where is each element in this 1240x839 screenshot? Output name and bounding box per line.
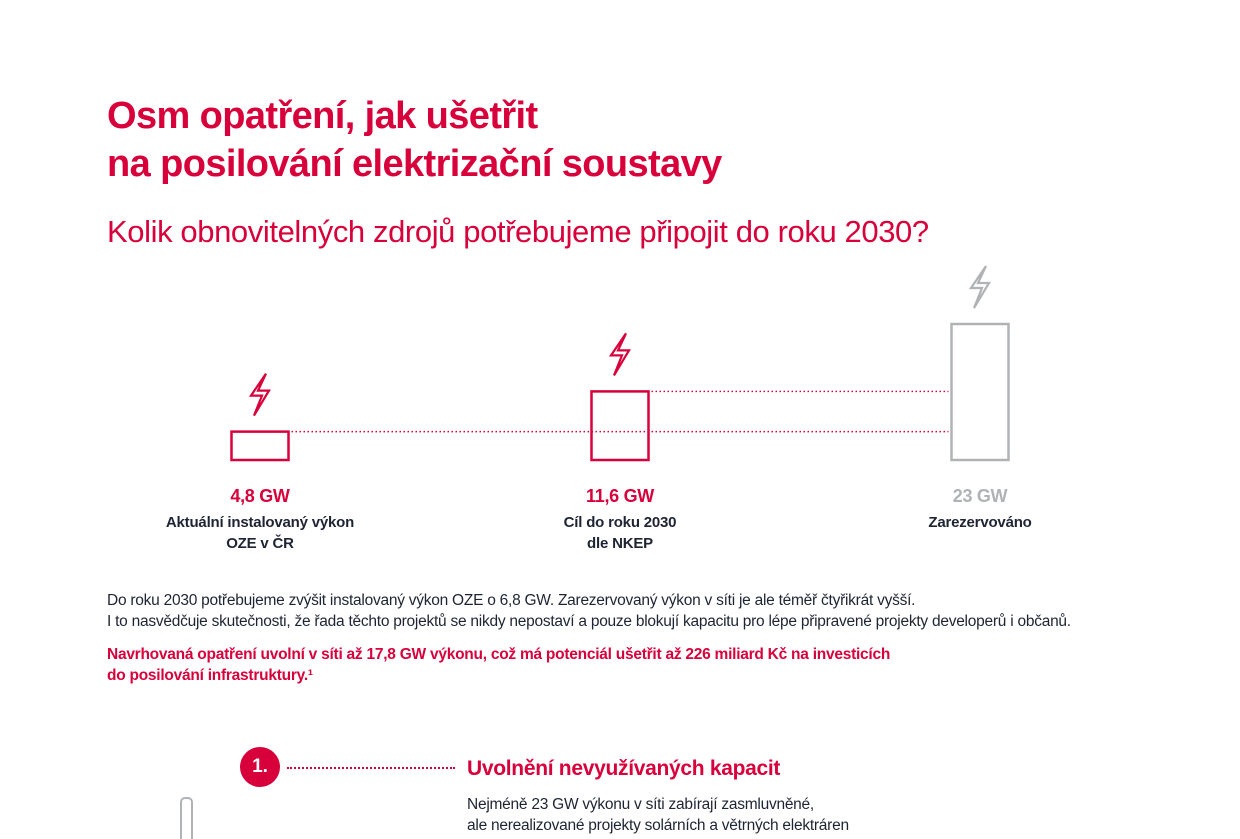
bar-reserved <box>952 324 1009 460</box>
lightning-icon <box>971 266 989 308</box>
highlight-line-1: Navrhovaná opatření uvolní v síti až 17,8 GW výkonu, což má potenciál ušetřit až 226 miliard Kč na investicích <box>107 646 891 663</box>
lightning-icon <box>611 333 629 375</box>
stat-current <box>130 484 390 554</box>
title-line-1: Osm opatření, jak ušetřit <box>107 95 538 137</box>
explanation-paragraph <box>107 590 1071 632</box>
chart-icons <box>251 266 989 416</box>
stat-label-reserved-line-1: Zarezervováno <box>928 514 1032 531</box>
stat-label-current-line-2: OZE v ČR <box>226 535 294 552</box>
measure-connector <box>287 767 455 769</box>
title-line-2: na posilování elektrizační soustavy <box>107 143 722 185</box>
stat-value-reserved: 23 GW <box>952 486 1008 506</box>
page-title <box>107 92 722 188</box>
capacity-chart <box>0 250 1240 470</box>
measure-text-line-1: Nejméně 23 GW výkonu v síti zabírají zasmluvněné, <box>467 796 814 813</box>
stat-reserved <box>850 484 1110 533</box>
stat-value-current: 4,8 GW <box>230 486 290 506</box>
stat-label-target-line-1: Cíl do roku 2030 <box>563 514 677 531</box>
decorative-outline-shape <box>180 797 193 839</box>
stat-label-current <box>130 512 390 554</box>
highlight-paragraph <box>107 644 890 686</box>
stat-label-target <box>490 512 750 554</box>
measure-title: Uvolnění nevyužívaných kapacit <box>467 757 781 780</box>
stat-value-target: 11,6 GW <box>586 486 654 506</box>
measure-number-badge: 1. <box>240 747 280 787</box>
stat-label-current-line-1: Aktuální instalovaný výkon <box>165 514 355 531</box>
explanation-line-2: I to nasvědčuje skutečnosti, že řada těchto projektů se nikdy nepostaví a pouze blokují kapacitu pro lépe připravené projekty developerů i občanů. <box>107 613 1071 630</box>
chart-subtitle: Kolik obnovitelných zdrojů potřebujeme připojit do roku 2030? <box>107 214 929 249</box>
measure-text-line-2: ale nerealizované projekty solárních a větrných elektráren <box>467 817 849 834</box>
reference-lines <box>292 391 949 431</box>
bar-target <box>592 391 649 460</box>
stat-label-target-line-2: dle NKEP <box>587 535 653 552</box>
stat-target <box>490 484 750 554</box>
bar-current <box>232 432 289 460</box>
measure-text <box>467 794 849 836</box>
highlight-line-2: do posilování infrastruktury.¹ <box>107 667 313 684</box>
explanation-line-1: Do roku 2030 potřebujeme zvýšit instalovaný výkon OZE o 6,8 GW. Zarezervovaný výkon v síti je ale téměř čtyřikrát vyšší. <box>107 592 916 609</box>
stat-label-reserved <box>850 512 1110 533</box>
lightning-icon <box>251 374 269 416</box>
